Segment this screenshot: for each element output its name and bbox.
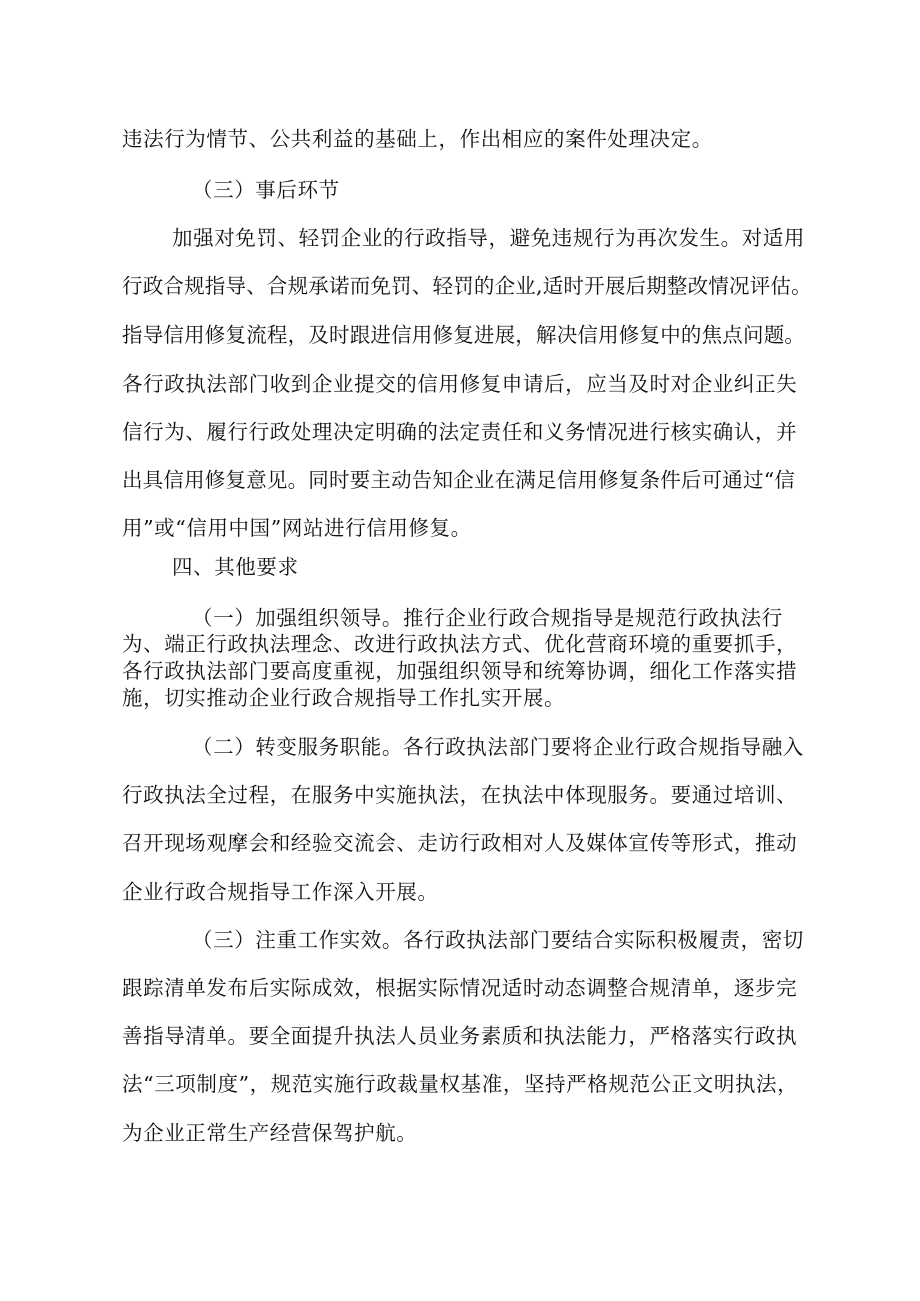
- text-line: 法“三项制度”，规范实施行政裁量权基准，坚持严格规范公正文明执法，: [122, 1072, 799, 1096]
- text-line: 施，切实推动企业行政合规指导工作扎实开展。: [122, 686, 566, 710]
- text-line: （三）注重工作实效。各行政执法部门要结合实际积极履责，密切: [192, 928, 804, 952]
- text-line: 召开现场观摩会和经验交流会、走访行政相对人及媒体宣传等形式，推动: [122, 831, 798, 855]
- text-line: 行政合规指导、合规承诺而免罚、轻罚的企业,适时开展后期整改情况评估。: [122, 274, 812, 298]
- text-line: 跟踪清单发布后实际成效，根据实际情况适时动态调整合规清单，逐步完: [122, 976, 798, 1000]
- text-line: 指导信用修复流程，及时跟进信用修复进展，解决信用修复中的焦点问题。: [122, 323, 806, 347]
- text-line: 信行为、履行行政处理决定明确的法定责任和义务情况进行核实确认，并: [122, 420, 798, 444]
- text-line: 行政执法全过程，在服务中实施执法，在执法中体现服务。要通过培训、: [122, 783, 798, 807]
- text-line: 违法行为情节、公共利益的基础上，作出相应的案件处理决定。: [122, 127, 713, 151]
- text-line: 各行政执法部门收到企业提交的信用修复申请后，应当及时对企业纠正失: [122, 372, 798, 396]
- text-line: 加强对免罚、轻罚企业的行政指导，避免违规行为再次发生。对适用: [172, 226, 805, 250]
- section-heading-other-requirements: 四、其他要求: [172, 555, 299, 579]
- text-line: 出具信用修复意见。同时要主动告知企业在满足信用修复条件后可通过“信: [122, 468, 796, 492]
- text-line: （二）转变服务职能。各行政执法部门要将企业行政合规指导融入: [192, 735, 804, 759]
- section-heading-post-stage: （三）事后环节: [192, 178, 340, 202]
- text-line: 善指导清单。要全面提升执法人员业务素质和执法能力，严格落实行政执: [122, 1024, 798, 1048]
- text-line: （一）加强组织领导。推行企业行政合规指导是规范行政执法行: [192, 606, 783, 630]
- text-line: 各行政执法部门要高度重视，加强组织领导和统筹协调，细化工作落实措: [122, 659, 798, 683]
- text-line: 为、端正行政执法理念、改进行政执法方式、优化营商环境的重要抓手，: [122, 632, 798, 656]
- text-line: 用”或“信用中国”网站进行信用修复。: [122, 516, 472, 540]
- text-line: 为企业正常生产经营保驾护航。: [122, 1121, 418, 1145]
- text-line: 企业行政合规指导工作深入开展。: [122, 880, 439, 904]
